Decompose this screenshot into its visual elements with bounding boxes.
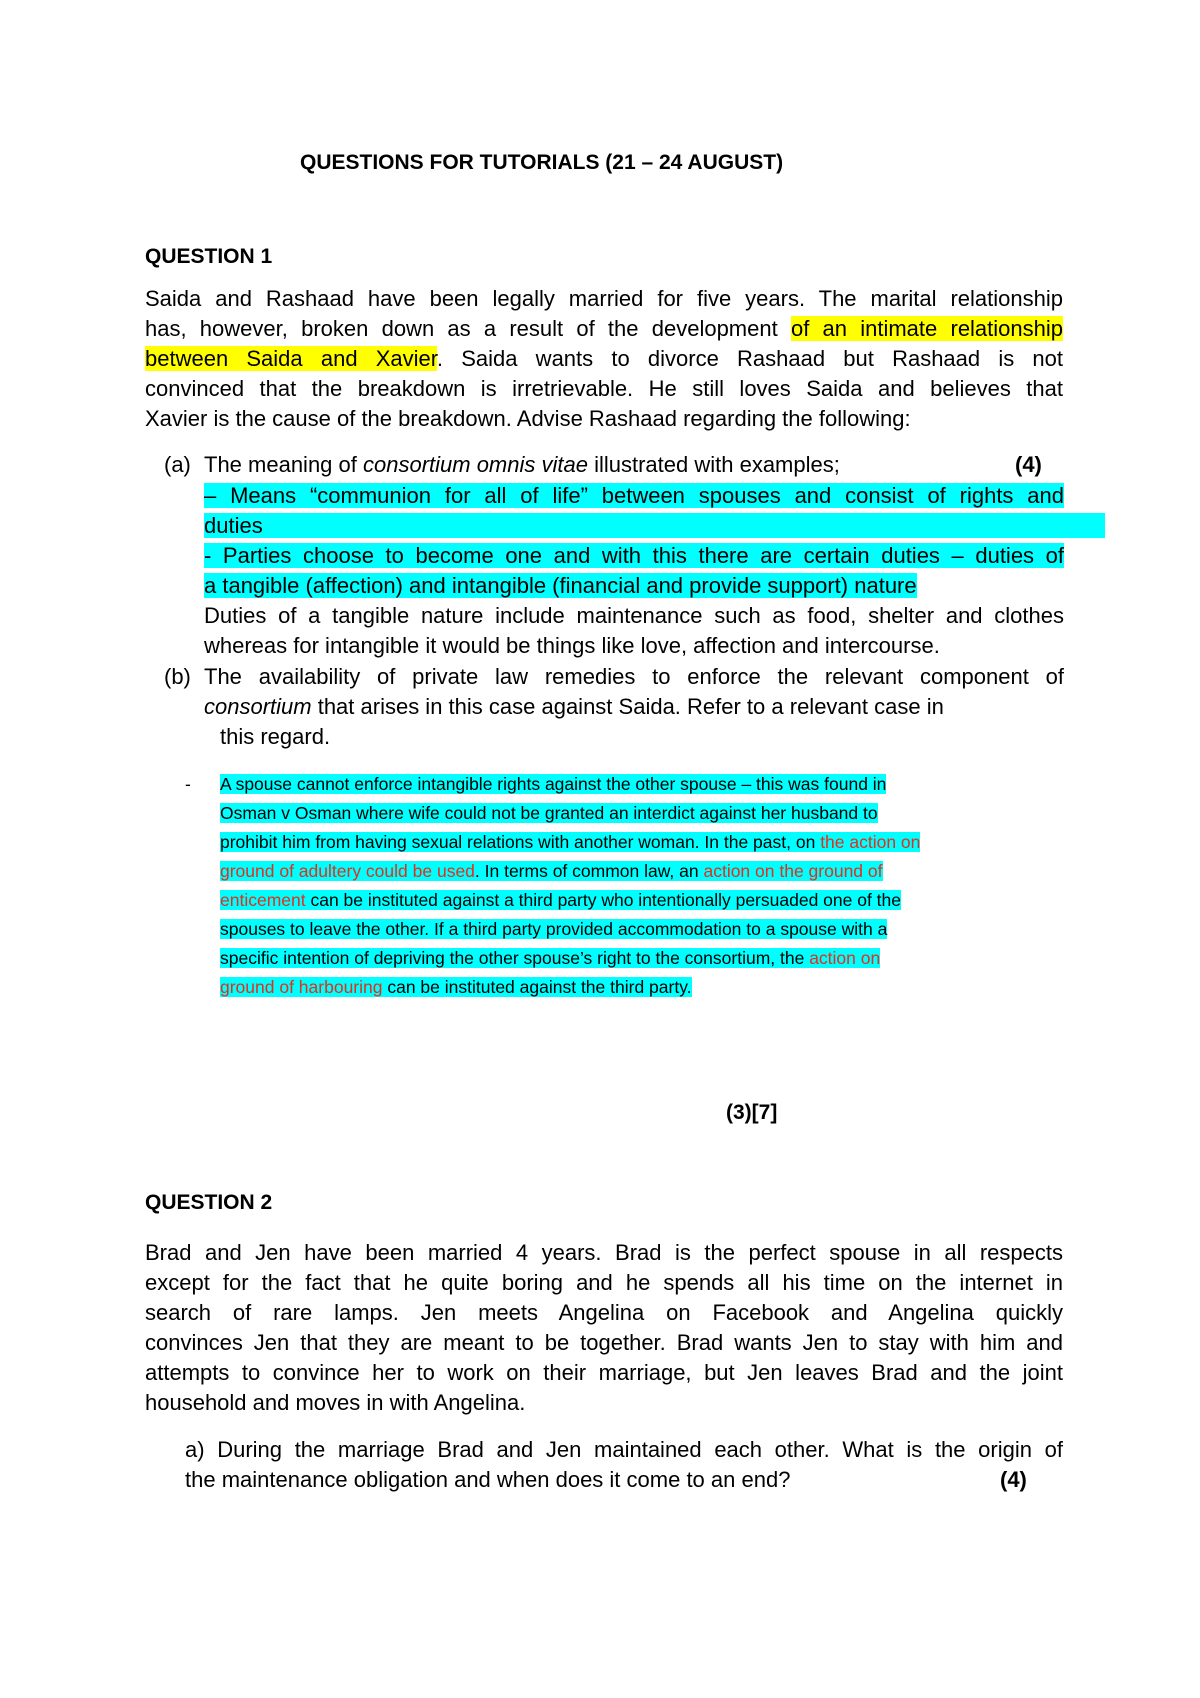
- q1-paragraph-line: [145, 346, 1063, 372]
- highlighted-answer: A spouse cannot enforce intangible rights against the other spouse – this was found in: [220, 774, 887, 794]
- red-term: action on the ground of: [703, 861, 883, 881]
- q1-paragraph-line: convinced that the breakdown is irretrievable. He still loves Saida and believes that: [145, 376, 1063, 401]
- q1-paragraph-line: [145, 316, 1063, 342]
- note-line: [220, 975, 692, 999]
- question-2-heading: QUESTION 2: [145, 1191, 273, 1214]
- bullet-dash: -: [185, 774, 191, 794]
- highlighted-answer: . In terms of common law, an: [474, 861, 704, 881]
- question-1-marks: (3)[7]: [726, 1101, 778, 1124]
- red-term: enticement: [220, 890, 306, 910]
- note-line: [220, 859, 883, 883]
- highlighted-answer: specific intention of depriving the other spouse’s right to the consortium, the: [220, 948, 810, 968]
- note-line: [220, 888, 901, 912]
- note-line: [220, 772, 886, 796]
- red-term: ground of harbouring: [220, 977, 383, 997]
- q2-paragraph-line: except for the fact that he quite boring and he spends all his time on the internet in: [145, 1270, 1063, 1295]
- answer-a-line: whereas for intangible it would be things like love, affection and intercourse.: [204, 633, 940, 658]
- text-span: illustrated with examples;: [587, 452, 840, 477]
- answer-a-line: [204, 543, 1064, 569]
- q2-item-a-text: the maintenance obligation and when does it come to an end?: [185, 1467, 791, 1492]
- text-span: that arises in this case against Saida. Refer to a relevant case in: [311, 694, 944, 719]
- answer-a-line: [204, 483, 1064, 509]
- q2-paragraph-line: Brad and Jen have been married 4 years. Brad is the perfect spouse in all respects: [145, 1240, 1063, 1265]
- red-term: action on: [809, 948, 881, 968]
- highlighted-answer: can be instituted against a third party who intentionally persuaded one of the: [305, 890, 902, 910]
- q1-paragraph-line: Xavier is the cause of the breakdown. Advise Rashaad regarding the following:: [145, 406, 911, 431]
- item-a-marks: (4): [1015, 452, 1042, 477]
- note-line: [220, 946, 880, 970]
- q2-paragraph-line: attempts to convince her to work on their marriage, but Jen leaves Brad and the joint: [145, 1360, 1063, 1385]
- item-b-text: The availability of private law remedies to enforce the relevant component of: [204, 664, 1064, 689]
- note-line: [220, 801, 878, 825]
- item-b-label: (b): [164, 664, 191, 689]
- highlighted-answer: can be instituted against the third party.: [382, 977, 692, 997]
- answer-a-line: Duties of a tangible nature include maintenance such as food, shelter and clothes: [204, 603, 1064, 628]
- q2-item-a-marks: (4): [1000, 1467, 1027, 1492]
- item-b-text: this regard.: [220, 724, 331, 749]
- item-a-text: [204, 452, 840, 478]
- highlighted-answer: – Means “communion for all of life” between spouses and consist of rights and: [204, 483, 1064, 508]
- text-span: The meaning of: [204, 452, 363, 477]
- item-b-text: [204, 694, 944, 720]
- q2-paragraph-line: convinces Jen that they are meant to be together. Brad wants Jen to stay with him and: [145, 1330, 1063, 1355]
- italic-term: consortium: [204, 694, 312, 719]
- q2-item-a-text: a) During the marriage Brad and Jen maintained each other. What is the origin of: [185, 1437, 1063, 1462]
- answer-a-line: [204, 573, 917, 599]
- note-line: [220, 830, 920, 854]
- page-title: QUESTIONS FOR TUTORIALS (21 – 24 AUGUST): [300, 151, 784, 174]
- text-span: has, however, broken down as a result of the development: [145, 316, 791, 341]
- note-line: [220, 917, 887, 941]
- q2-paragraph-line: search of rare lamps. Jen meets Angelina on Facebook and Angelina quickly: [145, 1300, 1063, 1325]
- q1-paragraph-line: Saida and Rashaad have been legally married for five years. The marital relationship: [145, 286, 1063, 311]
- highlighted-answer: spouses to leave the other. If a third party provided accommodation to a spouse with a: [220, 919, 888, 939]
- red-term: ground of adultery could be used: [220, 861, 475, 881]
- item-a-label: (a): [164, 452, 191, 477]
- answer-a-line: [204, 513, 1105, 539]
- red-term: the action on: [820, 832, 921, 852]
- text-span: . Saida wants to divorce Rashaad but Rashaad is not: [436, 346, 1064, 371]
- italic-term: consortium omnis vitae: [362, 452, 588, 477]
- highlighted-answer: a tangible (affection) and intangible (financial and provide support) nature: [204, 573, 917, 598]
- highlighted-text: between Saida and Xavier: [145, 346, 437, 371]
- highlighted-answer: duties: [204, 513, 1105, 538]
- highlighted-text: of an intimate relationship: [790, 316, 1064, 341]
- highlighted-answer: prohibit him from having sexual relations with another woman. In the past, on: [220, 832, 821, 852]
- highlighted-answer: Osman v Osman where wife could not be granted an interdict against her husband to: [220, 803, 878, 823]
- highlighted-answer: - Parties choose to become one and with this there are certain duties – duties of: [204, 543, 1064, 568]
- question-1-heading: QUESTION 1: [145, 245, 273, 268]
- q2-paragraph-line: household and moves in with Angelina.: [145, 1390, 526, 1415]
